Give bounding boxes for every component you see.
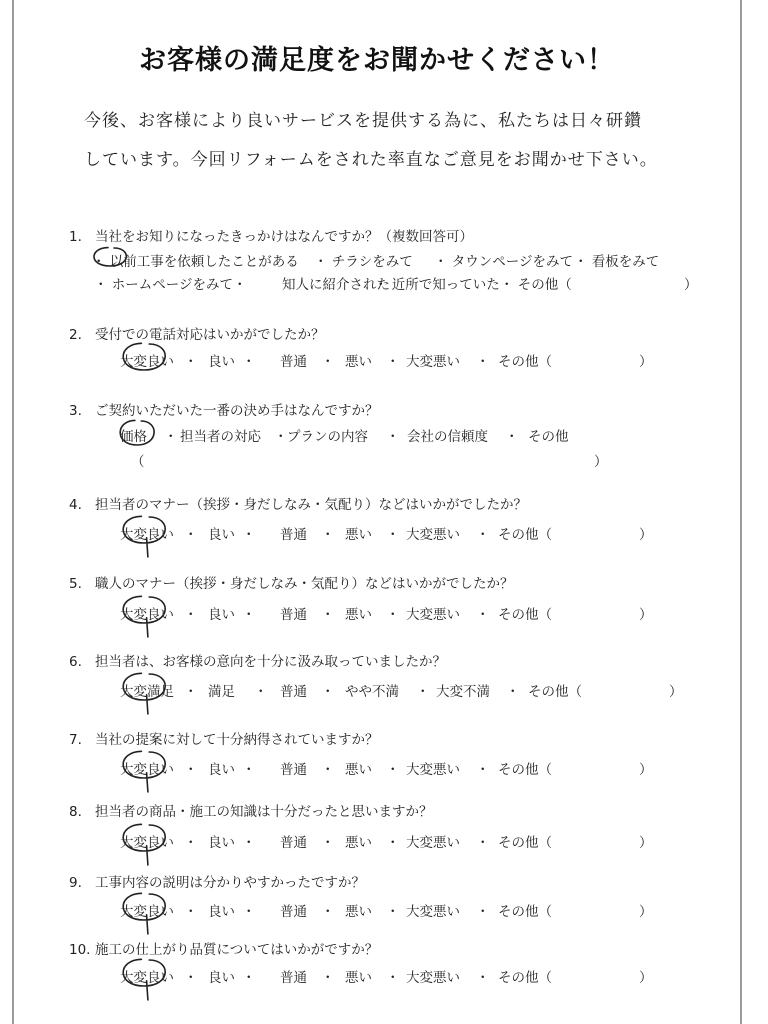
question-number: 3. [69, 403, 82, 419]
question-number: 2. [69, 327, 82, 343]
answer-option: ・ その他（ [500, 277, 572, 293]
option-separator: ・ [321, 904, 335, 920]
answer-option: ・ 近所で知っていた [374, 277, 500, 293]
answer-option: 悪い [345, 835, 372, 851]
answer-option: 悪い [345, 970, 372, 986]
answer-option: 良い [208, 835, 235, 851]
answer-option: 良い [208, 970, 235, 986]
question-number: 4. [69, 497, 82, 513]
question-number: 9. [69, 875, 82, 891]
answer-option: ） [639, 607, 653, 623]
question-text [69, 871, 365, 891]
option-separator: ・ [242, 762, 256, 778]
option-separator: ・ [184, 354, 198, 370]
answer-option: その他（ [498, 607, 552, 623]
answer-option: 普通 [280, 762, 307, 778]
option-separator: ・ [386, 429, 400, 445]
question-label: 担当者のマナー（挨拶・身だしなみ・気配り）などはいかがでしたか？ [95, 497, 527, 513]
answer-option: 大変悪い [406, 527, 460, 543]
option-separator: ・ [476, 354, 490, 370]
answer-option: 普通 [280, 835, 307, 851]
option-separator: ・ [476, 904, 490, 920]
answer-option: 知人に紹介された [282, 277, 390, 293]
answer-option: 大変良い [120, 607, 174, 623]
answer-option: ・ 看板をみて [574, 254, 660, 270]
option-separator: ・ [386, 354, 400, 370]
answer-option: その他 [528, 429, 569, 445]
answer-option: 悪い [345, 527, 372, 543]
question-label: ご契約いただいた一番の決め手はなんですか？ [95, 403, 379, 419]
answer-option: 普通 [280, 904, 307, 920]
option-separator: ・ [242, 354, 256, 370]
answer-option: 普通 [280, 970, 307, 986]
question-text [69, 650, 446, 670]
option-separator: ・ [386, 970, 400, 986]
answer-option: 大変不満 [436, 684, 490, 700]
answer-option: 大変良い [120, 762, 174, 778]
answer-option: 大変良い [120, 970, 174, 986]
option-separator: ・ [476, 762, 490, 778]
answer-option: 担当者の対応 [180, 429, 261, 445]
intro-line-2: しています。今回リフォームをされた率直なご意見をお聞かせ下さい。 [84, 150, 658, 170]
answer-option: プランの内容 [287, 429, 368, 445]
option-separator: ・ [184, 607, 198, 623]
option-separator: ・ [386, 607, 400, 623]
question-label: 施工の仕上がり品質についてはいかがですか？ [95, 942, 379, 958]
question-label: 職人のマナー（挨拶・身だしなみ・気配り）などはいかがでしたか？ [95, 576, 514, 592]
question-label: 担当者は、お客様の意向を十分に汲み取っていましたか？ [95, 654, 446, 670]
answer-option: ・ 以前工事を依頼したことがある [92, 254, 299, 270]
answer-option: 会社の信頼度 [407, 429, 488, 445]
option-separator: ・ [321, 684, 335, 700]
answer-option: その他（ [498, 762, 552, 778]
answer-option: ） [639, 904, 653, 920]
answer-option: ） [639, 970, 653, 986]
option-separator: ・ [184, 904, 198, 920]
option-separator: ・ [321, 354, 335, 370]
answer-option: 大変悪い [406, 970, 460, 986]
answer-option: ） [639, 762, 653, 778]
option-separator: ・ [242, 527, 256, 543]
option-separator: ・ [476, 970, 490, 986]
answer-option: 良い [208, 527, 235, 543]
answer-option: その他（ [498, 527, 552, 543]
question-number: 8. [69, 804, 82, 820]
question-text [69, 938, 378, 958]
option-separator: ・ [505, 429, 519, 445]
answer-option: 大変満足 [120, 684, 174, 700]
answer-option: 悪い [345, 904, 372, 920]
answer-option: 良い [208, 904, 235, 920]
option-separator: ・ [184, 835, 198, 851]
question-label: 当社をお知りになったきっかけはなんですか？（複数回答可） [95, 229, 473, 245]
option-separator: ・ [386, 527, 400, 543]
answer-option: 大変良い [120, 527, 174, 543]
option-separator: ・ [184, 970, 198, 986]
option-separator: ・ [242, 904, 256, 920]
option-separator: ・ [321, 527, 335, 543]
question-text [69, 572, 514, 592]
answer-option: その他（ [498, 835, 552, 851]
answer-option: ・ ホームページをみて・ [94, 277, 247, 293]
answer-option: 大変悪い [406, 835, 460, 851]
question-label: 当社の提案に対して十分納得されていますか？ [95, 732, 379, 748]
answer-option: 大変悪い [406, 607, 460, 623]
answer-option: ） [684, 277, 698, 293]
option-separator: ・ [242, 835, 256, 851]
option-separator: ・ [416, 684, 430, 700]
answer-option: やや不満 [345, 684, 399, 700]
option-separator: ・ [242, 607, 256, 623]
question-number: 7. [69, 732, 82, 748]
question-label: 工事内容の説明は分かりやすかったですか？ [95, 875, 365, 891]
question-text [69, 399, 379, 419]
answer-option: （ [131, 454, 145, 470]
question-text [69, 323, 325, 343]
question-label: 担当者の商品・施工の知識は十分だったと思いますか？ [95, 804, 433, 820]
answer-option: 価格 [120, 429, 147, 445]
option-separator: ・ [274, 429, 288, 445]
option-separator: ・ [476, 607, 490, 623]
answer-option: 良い [208, 762, 235, 778]
question-number: 6. [69, 654, 82, 670]
answer-option: 大変悪い [406, 904, 460, 920]
option-separator: ・ [184, 527, 198, 543]
question-number: 10. [69, 942, 91, 958]
intro-line-1: 今後、お客様により良いサービスを提供する為に、私たちは日々研鑽 [84, 111, 642, 131]
answer-option: 大変良い [120, 835, 174, 851]
answer-option: ） [639, 354, 653, 370]
answer-option: 大変悪い [406, 354, 460, 370]
question-text [69, 800, 433, 820]
answer-option: 大変良い [120, 354, 174, 370]
answer-option: ） [594, 454, 608, 470]
option-separator: ・ [321, 970, 335, 986]
option-separator: ・ [506, 684, 520, 700]
answer-option: その他（ [528, 684, 582, 700]
option-separator: ・ [386, 904, 400, 920]
question-number: 5. [69, 576, 82, 592]
answer-option: ） [639, 835, 653, 851]
answer-option: 普通 [280, 527, 307, 543]
option-separator: ・ [476, 835, 490, 851]
answer-option: 大変良い [120, 904, 174, 920]
answer-option: 悪い [345, 607, 372, 623]
question-text [69, 728, 379, 748]
page-title: お客様の満足度をお聞かせください！ [139, 45, 615, 76]
answer-option: ） [669, 684, 683, 700]
question-text [69, 225, 473, 245]
answer-option: 大変悪い [406, 762, 460, 778]
answer-option: 良い [208, 607, 235, 623]
option-separator: ・ [321, 762, 335, 778]
option-separator: ・ [321, 607, 335, 623]
option-separator: ・ [476, 527, 490, 543]
answer-option: 悪い [345, 762, 372, 778]
answer-option: ・ タウンページをみて [434, 254, 574, 270]
option-separator: ・ [254, 684, 268, 700]
answer-option: その他（ [498, 354, 552, 370]
survey-sheet [12, 0, 742, 1024]
option-separator: ・ [242, 970, 256, 986]
answer-option: 良い [208, 354, 235, 370]
answer-option: ） [639, 527, 653, 543]
option-separator: ・ [321, 835, 335, 851]
answer-option: ・ チラシをみて [314, 254, 413, 270]
question-label: 受付での電話対応はいかがでしたか？ [95, 327, 325, 343]
option-separator: ・ [164, 429, 178, 445]
answer-option: その他（ [498, 904, 552, 920]
answer-option: 普通 [280, 607, 307, 623]
option-separator: ・ [386, 835, 400, 851]
option-separator: ・ [184, 684, 198, 700]
option-separator: ・ [184, 762, 198, 778]
answer-option: その他（ [498, 970, 552, 986]
answer-option: 満足 [208, 684, 235, 700]
answer-option: 普通 [280, 684, 307, 700]
answer-option: 普通 [280, 354, 307, 370]
option-separator: ・ [386, 762, 400, 778]
question-number: 1. [69, 229, 82, 245]
question-text [69, 493, 527, 513]
answer-option: 悪い [345, 354, 372, 370]
